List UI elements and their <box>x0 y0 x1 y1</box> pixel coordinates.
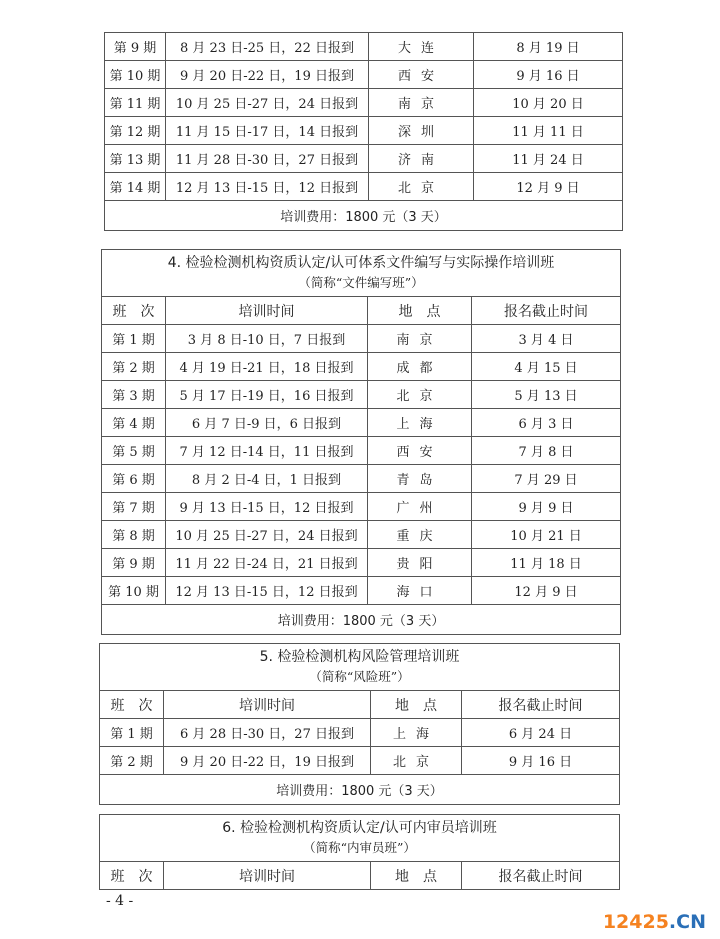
cell-time: 8 月 2 日-4 日，1 日报到 <box>166 465 368 493</box>
table-row <box>102 437 621 465</box>
cell-period: 第 5 期 <box>102 437 166 465</box>
header-time: 培训时间 <box>164 691 371 719</box>
cell-location: 北京 <box>371 747 462 775</box>
cell-period: 第 12 期 <box>105 117 166 145</box>
cell-period: 第 10 期 <box>105 61 166 89</box>
cell-time: 6 月 28 日-30 日，27 日报到 <box>164 719 371 747</box>
cell-deadline: 6 月 3 日 <box>472 409 621 437</box>
cell-location: 青岛 <box>368 465 472 493</box>
table-subtitle: （简称“文件编写班”） <box>298 275 424 290</box>
header-location: 地 点 <box>371 862 462 890</box>
cell-location: 广州 <box>368 493 472 521</box>
table-row <box>102 325 621 353</box>
header-location: 地 点 <box>371 691 462 719</box>
cell-period: 第 7 期 <box>102 493 166 521</box>
table-header-row <box>100 862 620 890</box>
cell-period: 第 1 期 <box>102 325 166 353</box>
cell-time: 11 月 28 日-30 日，27 日报到 <box>166 145 369 173</box>
header-location: 地 点 <box>368 297 472 325</box>
fee-row <box>102 605 621 635</box>
cell-deadline: 7 月 29 日 <box>472 465 621 493</box>
cell-period: 第 14 期 <box>105 173 166 201</box>
cell-location: 上海 <box>368 409 472 437</box>
table-row <box>105 33 623 61</box>
table-row <box>105 173 623 201</box>
cell-period: 第 4 期 <box>102 409 166 437</box>
cell-time: 10 月 25 日-27 日，24 日报到 <box>166 89 369 117</box>
header-period: 班 次 <box>102 297 166 325</box>
cell-period: 第 6 期 <box>102 465 166 493</box>
cell-deadline: 7 月 8 日 <box>472 437 621 465</box>
cell-period: 第 9 期 <box>105 33 166 61</box>
cell-deadline: 9 月 16 日 <box>462 747 620 775</box>
cell-deadline: 4 月 15 日 <box>472 353 621 381</box>
cell-time: 4 月 19 日-21 日，18 日报到 <box>166 353 368 381</box>
watermark-logo <box>603 911 706 933</box>
fee-row <box>105 201 623 231</box>
fee-text: 培训费用：1800 元（3 天） <box>100 775 620 805</box>
cell-deadline: 11 月 18 日 <box>472 549 621 577</box>
cell-location: 重庆 <box>368 521 472 549</box>
table-title-cell <box>102 250 621 297</box>
cell-deadline: 9 月 9 日 <box>472 493 621 521</box>
cell-time: 10 月 25 日-27 日，24 日报到 <box>166 521 368 549</box>
header-period: 班 次 <box>100 691 164 719</box>
header-deadline: 报名截止时间 <box>472 297 621 325</box>
cell-time: 3 月 8 日-10 日，7 日报到 <box>166 325 368 353</box>
cell-time: 12 月 13 日-15 日，12 日报到 <box>166 173 369 201</box>
cell-period: 第 9 期 <box>102 549 166 577</box>
cell-deadline: 5 月 13 日 <box>472 381 621 409</box>
cell-location: 济南 <box>369 145 474 173</box>
cell-deadline: 8 月 19 日 <box>474 33 623 61</box>
cell-location: 深圳 <box>369 117 474 145</box>
cell-period: 第 13 期 <box>105 145 166 173</box>
schedule-table-6 <box>99 814 620 890</box>
table-title: 6. 检验检测机构资质认定/认可内审员培训班 <box>222 820 497 836</box>
cell-time: 7 月 12 日-14 日，11 日报到 <box>166 437 368 465</box>
table-row <box>105 117 623 145</box>
schedule-table-5 <box>99 643 620 805</box>
cell-deadline: 6 月 24 日 <box>462 719 620 747</box>
cell-deadline: 11 月 11 日 <box>474 117 623 145</box>
schedule-table-4 <box>101 249 621 635</box>
header-time: 培训时间 <box>164 862 371 890</box>
cell-period: 第 1 期 <box>100 719 164 747</box>
table-row <box>102 521 621 549</box>
cell-deadline: 12 月 9 日 <box>474 173 623 201</box>
cell-location: 上海 <box>371 719 462 747</box>
cell-period: 第 2 期 <box>102 353 166 381</box>
cell-period: 第 8 期 <box>102 521 166 549</box>
cell-time: 6 月 7 日-9 日，6 日报到 <box>166 409 368 437</box>
table-row <box>100 719 620 747</box>
header-period: 班 次 <box>100 862 164 890</box>
cell-time: 12 月 13 日-15 日，12 日报到 <box>166 577 368 605</box>
cell-location: 北京 <box>368 381 472 409</box>
cell-deadline: 12 月 9 日 <box>472 577 621 605</box>
page-number: - 4 - <box>106 893 134 909</box>
cell-period: 第 11 期 <box>105 89 166 117</box>
watermark-part2: .CN <box>668 911 706 933</box>
cell-location: 北京 <box>369 173 474 201</box>
cell-deadline: 10 月 21 日 <box>472 521 621 549</box>
fee-text: 培训费用：1800 元（3 天） <box>102 605 621 635</box>
table-header-row <box>102 297 621 325</box>
cell-deadline: 11 月 24 日 <box>474 145 623 173</box>
cell-deadline: 9 月 16 日 <box>474 61 623 89</box>
cell-location: 贵阳 <box>368 549 472 577</box>
cell-location: 成都 <box>368 353 472 381</box>
table-row <box>105 89 623 117</box>
cell-time: 5 月 17 日-19 日，16 日报到 <box>166 381 368 409</box>
table-row <box>105 61 623 89</box>
cell-location: 大连 <box>369 33 474 61</box>
cell-time: 9 月 20 日-22 日，19 日报到 <box>166 61 369 89</box>
cell-location: 南京 <box>368 325 472 353</box>
cell-location: 西安 <box>369 61 474 89</box>
table-title-cell <box>100 644 620 691</box>
fee-row <box>100 775 620 805</box>
cell-deadline: 3 月 4 日 <box>472 325 621 353</box>
table-row <box>100 747 620 775</box>
cell-time: 11 月 22 日-24 日，21 日报到 <box>166 549 368 577</box>
table-row <box>105 145 623 173</box>
cell-period: 第 10 期 <box>102 577 166 605</box>
table-title: 4. 检验检测机构资质认定/认可体系文件编写与实际操作培训班 <box>167 255 555 271</box>
header-deadline: 报名截止时间 <box>462 691 620 719</box>
cell-location: 海口 <box>368 577 472 605</box>
cell-time: 11 月 15 日-17 日，14 日报到 <box>166 117 369 145</box>
schedule-table-continued <box>104 32 623 231</box>
cell-time: 8 月 23 日-25 日，22 日报到 <box>166 33 369 61</box>
cell-period: 第 2 期 <box>100 747 164 775</box>
table-row <box>102 493 621 521</box>
header-deadline: 报名截止时间 <box>462 862 620 890</box>
table-row <box>102 353 621 381</box>
cell-time: 9 月 20 日-22 日，19 日报到 <box>164 747 371 775</box>
table-row <box>102 577 621 605</box>
table-row <box>102 549 621 577</box>
table-subtitle: （简称“风险班”） <box>309 669 410 684</box>
header-time: 培训时间 <box>166 297 368 325</box>
cell-time: 9 月 13 日-15 日，12 日报到 <box>166 493 368 521</box>
cell-period: 第 3 期 <box>102 381 166 409</box>
table-title: 5. 检验检测机构风险管理培训班 <box>259 649 460 665</box>
cell-deadline: 10 月 20 日 <box>474 89 623 117</box>
table-subtitle: （简称“内审员班”） <box>303 840 416 855</box>
watermark-part1: 12425 <box>602 911 669 933</box>
fee-text: 培训费用：1800 元（3 天） <box>105 201 623 231</box>
table-row <box>102 409 621 437</box>
table-row <box>102 465 621 493</box>
table-header-row <box>100 691 620 719</box>
table-row <box>102 381 621 409</box>
cell-location: 南京 <box>369 89 474 117</box>
table-title-cell <box>100 815 620 862</box>
cell-location: 西安 <box>368 437 472 465</box>
